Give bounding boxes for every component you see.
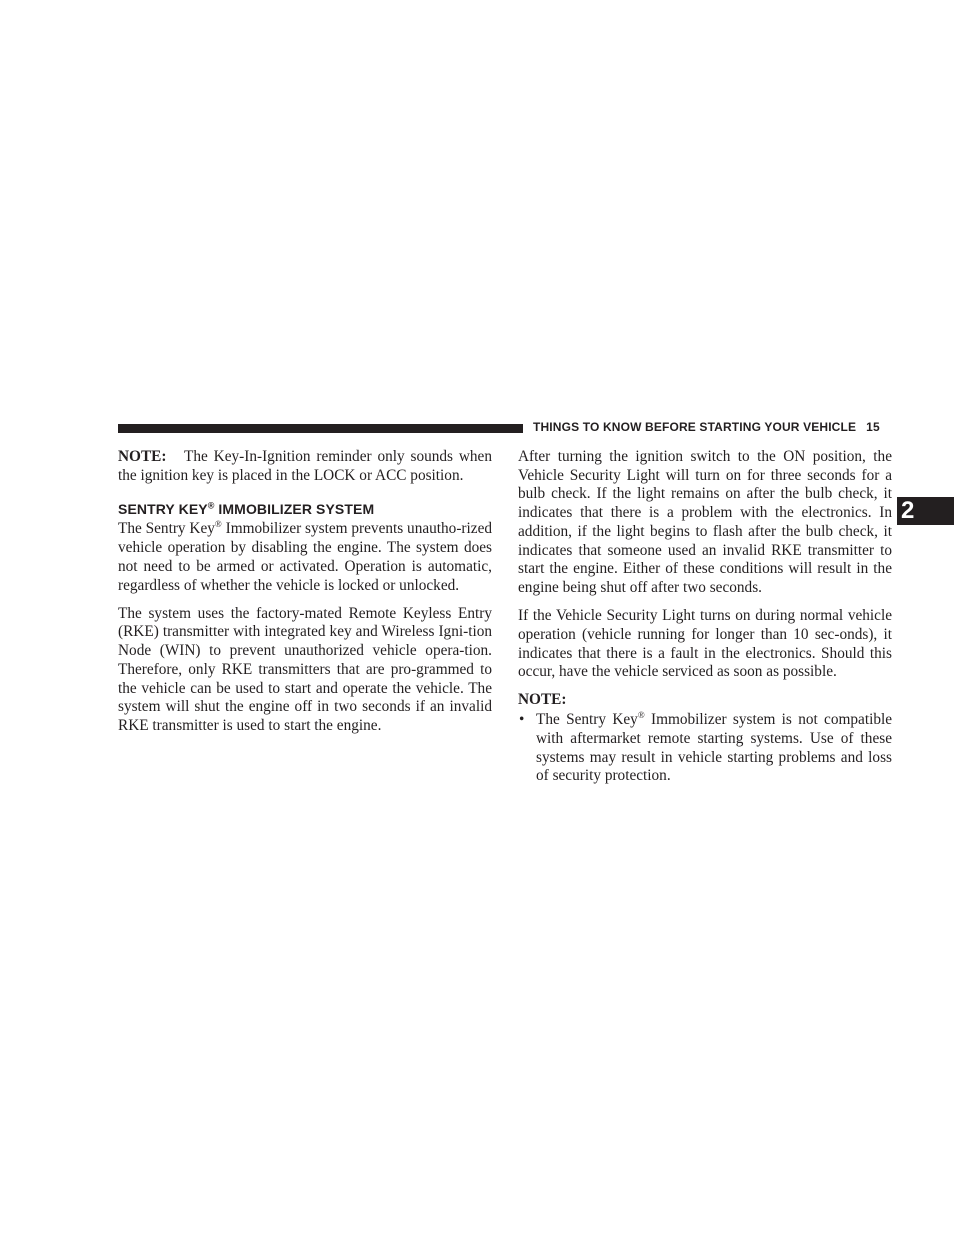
note-label: NOTE: [118, 448, 167, 465]
bullet-part1: The Sentry Key [536, 711, 638, 729]
registered-mark: ® [207, 500, 215, 511]
list-item [518, 711, 892, 786]
page-number: 15 [866, 420, 880, 434]
left-column [118, 448, 492, 745]
note-bullet-list [518, 711, 892, 786]
body-paragraph-3: After turning the ignition switch to the ON position, the Vehicle Security Light will turn on for three seconds for a bulb check. If the light remains on after the bulb check, it indicates that there is a problem with the electronics. In addition, if the light begins to flash after the bulb check, it indicates that someone used an invalid RKE transmitter to start the engine. Either of these conditions will result in the engine being shut off after two seconds. [518, 448, 892, 596]
body-paragraph-2: The system uses the factory-mated Remote Keyless Entry (RKE) transmitter with integrated key and Wireless Igni-tion Node (WIN) to prevent unauthorized vehicle opera-tion. Therefore, only RKE transmitters that are pro-grammed to the vehicle can be used to start and operate the vehicle. The system will shut the engine off in two seconds if an invalid RKE transmitter is used to start the engine. [118, 604, 492, 734]
note-text: The Key-In-Ignition reminder only sounds when the ignition key is placed in the LOCK or ACC position. [118, 448, 492, 484]
heading-part1: SENTRY KEY [118, 501, 208, 518]
p1-part2: Immobilizer system prevents unautho-rized vehicle operation by disabling the engine. The system does not need to be armed or activated. Operation is automatic, regardless of whether the vehicle is locked or unlocked. [118, 520, 493, 594]
section-tab[interactable]: 2 [897, 497, 954, 525]
header-rule [118, 424, 523, 433]
p1-part1: The Sentry Key [118, 520, 215, 538]
right-column [518, 448, 892, 786]
registered-mark: ® [637, 710, 645, 721]
section-heading [118, 500, 492, 518]
body-paragraph-1 [118, 520, 492, 595]
bullet-part2: Immobilizer system is not compatible with aftermarket remote starting systems. Use of these systems may result in vehicle starting problems and loss of security protection. [536, 711, 893, 785]
running-header [533, 420, 880, 434]
note-heading: NOTE: [518, 691, 567, 709]
body-paragraph-4: If the Vehicle Security Light turns on during normal vehicle operation (vehicle running for longer than 10 sec-onds), it indicates that there is a fault in the electronics. Should this occur, have the vehicle serviced as soon as possible. [518, 607, 892, 681]
note-paragraph [118, 448, 492, 485]
heading-part2: IMMOBILIZER SYSTEM [214, 501, 375, 518]
header-title: THINGS TO KNOW BEFORE STARTING YOUR VEHICLE [533, 420, 857, 434]
registered-mark: ® [214, 519, 222, 530]
